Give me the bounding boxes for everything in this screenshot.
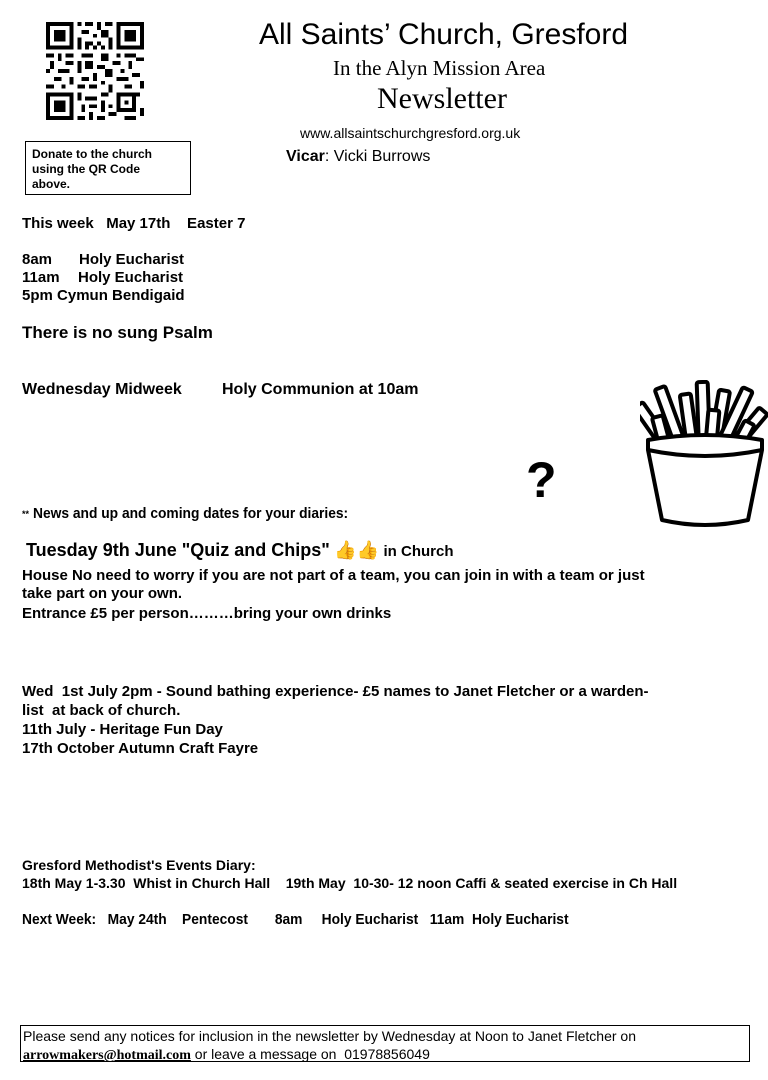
vicar-name: : Vicki Burrows <box>324 148 431 165</box>
sound-bathing: Wed 1st July 2pm - Sound bathing experience- £5 names to Janet Fletcher or a warden- <box>22 683 649 700</box>
thumbs-up-icon: 👍👍 <box>334 540 380 560</box>
this-week-heading: This week May 17th Easter 7 <box>22 215 246 232</box>
news-intro-marker: ** <box>22 508 30 519</box>
qr-code-icon <box>46 22 144 120</box>
sound-bathing: list at back of church. <box>22 702 181 719</box>
service-row <box>22 251 184 268</box>
email-link[interactable]: arrowmakers@hotmail.com <box>23 1048 191 1063</box>
service-name: Holy Eucharist <box>79 251 185 268</box>
craft-fayre: 17th October Autumn Craft Fayre <box>22 740 259 757</box>
fries-cup-icon <box>640 380 768 530</box>
quiz-location: in Church <box>383 543 454 560</box>
service-time: 11am <box>22 269 60 286</box>
footer-notice <box>20 1025 750 1062</box>
service-time: 8am <box>22 251 53 268</box>
midweek-line <box>22 380 418 400</box>
heritage-day: 11th July - Heritage Fun Day <box>22 721 223 738</box>
vicar-line <box>286 147 430 167</box>
footer-line <box>23 1045 747 1065</box>
midweek-service: Holy Communion at 10am <box>222 381 419 398</box>
service-name: Cymun Bendigaid <box>57 287 185 304</box>
footer-phone: or leave a message on 01978856049 <box>190 1046 430 1062</box>
psalm-note: There is no sung Psalm <box>22 323 213 342</box>
news-intro <box>22 505 376 523</box>
news-intro-text: News and up and coming dates for your diaries: <box>33 505 349 522</box>
quiz-detail: House No need to worry if you are not part of a team, you can join in with a team or just <box>22 567 645 584</box>
next-week: Next Week: May 24th Pentecost 8am Holy Eucharist 11am Holy Eucharist <box>22 911 569 928</box>
quiz-detail: take part on your own. <box>22 585 183 602</box>
quiz-detail: Entrance £5 per person………bring your own drinks <box>22 605 392 622</box>
donate-box <box>25 141 191 195</box>
methodist-heading: Gresford Methodist's Events Diary: <box>22 857 256 873</box>
service-row <box>22 269 183 286</box>
church-title: All Saints’ Church, Gresford <box>259 18 629 51</box>
donate-line: above. <box>32 177 71 191</box>
footer-line: Please send any notices for inclusion in the newsletter by Wednesday at Noon to Janet Fletcher on <box>23 1028 636 1044</box>
midweek-label: Wednesday Midweek <box>22 381 182 398</box>
donate-line: Donate to the church <box>32 147 153 161</box>
service-time: 5pm <box>22 287 53 304</box>
service-row <box>22 287 185 304</box>
newsletter-heading: Newsletter <box>377 82 507 115</box>
methodist-events: 18th May 1-3.30 Whist in Church Hall 19th May 10-30- 12 noon Caffi & seated exercise in Ch Hall <box>22 875 678 891</box>
question-mark: ? <box>526 452 557 508</box>
donate-line: using the QR Code <box>32 162 140 176</box>
website-link[interactable]: www.allsaintschurchgresford.org.uk <box>300 125 521 141</box>
quiz-title-line <box>26 540 454 561</box>
service-name: Holy Eucharist <box>78 269 184 286</box>
mission-area-subtitle: In the Alyn Mission Area <box>333 56 546 80</box>
quiz-title: Tuesday 9th June "Quiz and Chips" <box>26 540 330 560</box>
vicar-label: Vicar <box>286 148 325 165</box>
